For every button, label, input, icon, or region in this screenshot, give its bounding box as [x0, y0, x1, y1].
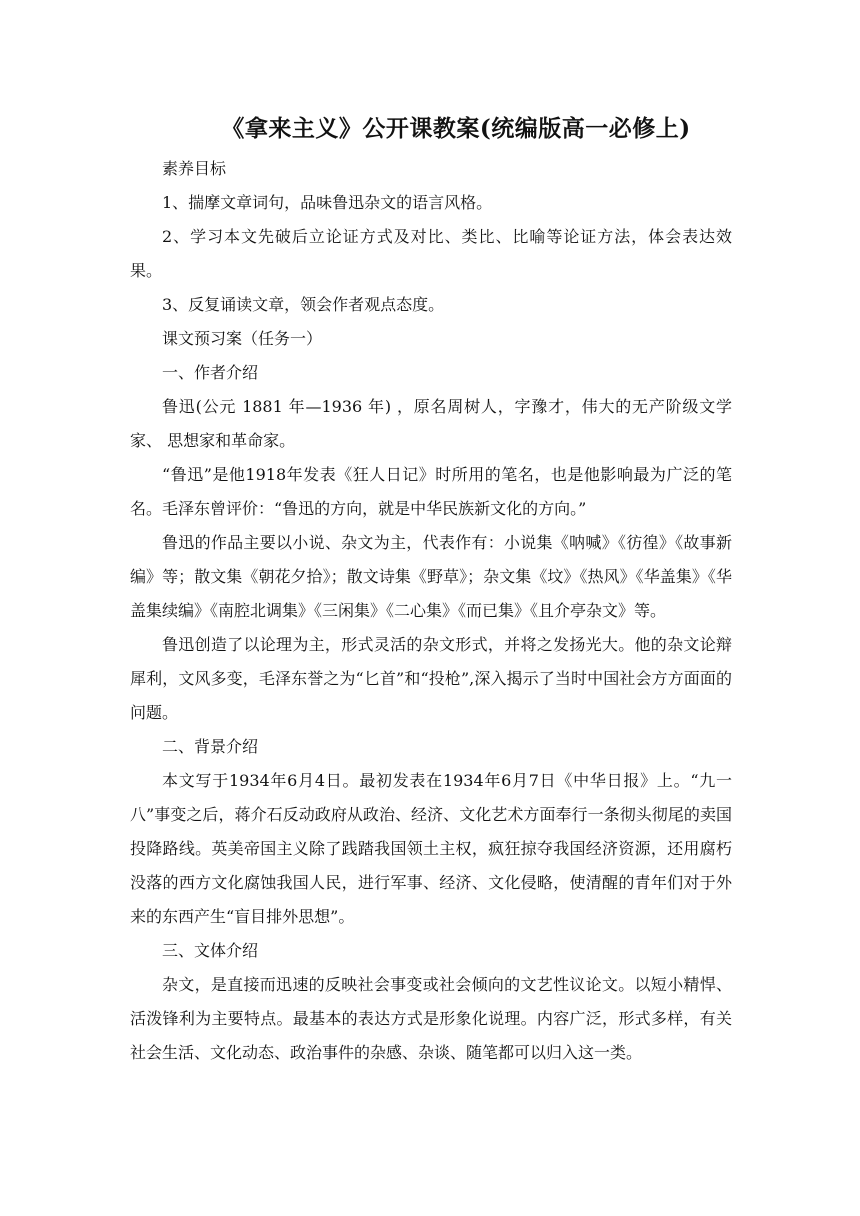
paragraph: 杂文，是直接而迅速的反映社会事变或社会倾向的文艺性议论文。以短小精悍、活泼锋利为主要特点。最基本的表达方式是形象化说理。内容广泛，形式多样，有关社会生活、文化动态、政治事件的杂感、杂谈、随笔都可以归入这一类。 — [130, 975, 732, 1062]
heading-background-intro: 二、背景介绍 — [162, 737, 259, 756]
heading-literacy-goals: 素养目标 — [162, 159, 227, 178]
document-body — [130, 152, 732, 1070]
goal-item-1: 1、揣摩文章词句，品味鲁迅杂文的语言风格。 — [162, 193, 493, 212]
paragraph: 鲁迅的作品主要以小说、杂文为主，代表作有：小说集《呐喊》《彷徨》《故事新编》等；散文集《朝花夕拾》；散文诗集《野草》；杂文集《坟》《热风》《华盖集》《华盖集续编》《南腔北调集》《三闲集》《二心集》《而已集》《且介亭杂文》等。 — [130, 533, 732, 620]
document-title: 《拿来主义》公开课教案(统编版高一必修上) — [221, 115, 691, 142]
heading-author-intro: 一、作者介绍 — [162, 363, 259, 382]
heading-preview-task: 课文预习案（任务一） — [162, 329, 323, 348]
paragraph: “鲁迅”是他1918年发表《狂人日记》时所用的笔名，也是他影响最为广泛的笔名。毛泽东曾评价：“鲁迅的方向，就是中华民族新文化的方向。” — [130, 465, 732, 518]
paragraph: 鲁迅创造了以论理为主，形式灵活的杂文形式，并将之发扬光大。他的杂文论辩犀利，文风多变，毛泽东誉之为“匕首”和“投枪”,深入揭示了当时中国社会方方面面的问题。 — [130, 635, 732, 722]
heading-genre-intro: 三、文体介绍 — [162, 941, 259, 960]
goal-item-2: 2、学习本文先破后立论证方式及对比、类比、比喻等论证方法，体会表达效果。 — [130, 227, 732, 280]
paragraph: 鲁迅(公元 1881 年—1936 年) ，原名周树人，字豫才，伟大的无产阶级文学家、 思想家和革命家。 — [130, 397, 732, 450]
paragraph: 本文写于1934年6月4日。最初发表在1934年6月7日《中华日报》上。“九一八”事变之后，蒋介石反动政府从政治、经济、文化艺术方面奉行一条彻头彻尾的卖国投降路线。英美帝国主义除了践踏我国领土主权，疯狂掠夺我国经济资源，还用腐朽没落的西方文化腐蚀我国人民，进行军事、经济、文化侵略，使清醒的青年们对于外来的东西产生“盲目排外思想”。 — [130, 771, 732, 926]
goal-item-3: 3、反复诵读文章，领会作者观点态度。 — [162, 295, 445, 314]
